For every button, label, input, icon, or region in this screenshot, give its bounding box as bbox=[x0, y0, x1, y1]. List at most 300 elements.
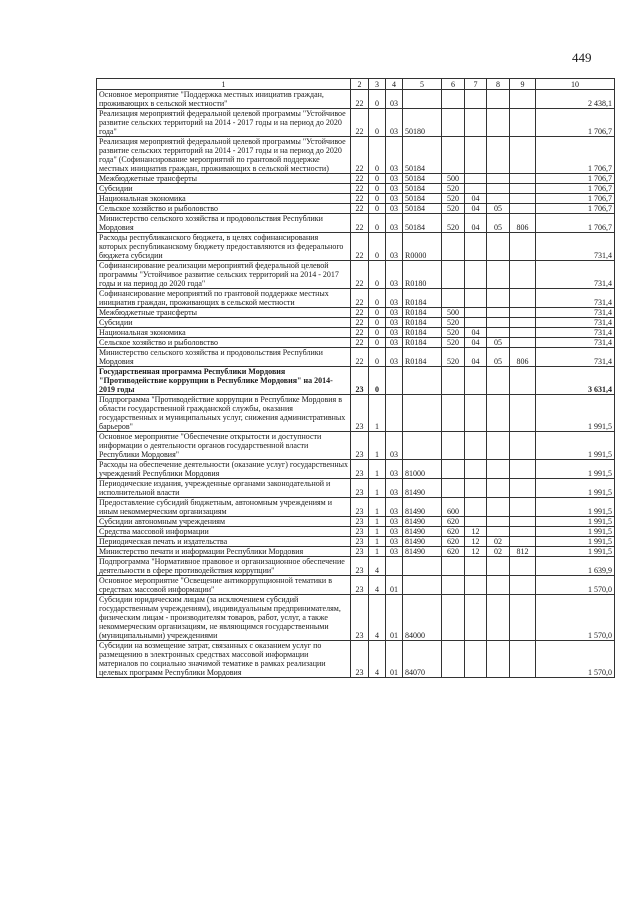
cell-c7: 12 bbox=[465, 527, 487, 537]
cell-c4: 03 bbox=[386, 338, 403, 348]
cell-name: Субсидии автономным учреждениям bbox=[97, 517, 351, 527]
cell-c9 bbox=[510, 338, 536, 348]
cell-c5: 50180 bbox=[403, 109, 442, 137]
cell-amount: 1 991,5 bbox=[536, 527, 615, 537]
cell-amount: 731,4 bbox=[536, 328, 615, 338]
cell-c5: 84070 bbox=[403, 641, 442, 678]
cell-c9 bbox=[510, 204, 536, 214]
cell-c8 bbox=[487, 90, 510, 109]
cell-c6: 520 bbox=[442, 338, 465, 348]
cell-c7: 04 bbox=[465, 348, 487, 367]
cell-c3: 0 bbox=[369, 204, 386, 214]
table-row bbox=[97, 367, 615, 395]
cell-c4: 03 bbox=[386, 547, 403, 557]
cell-c7 bbox=[465, 498, 487, 517]
cell-c3: 4 bbox=[369, 557, 386, 576]
cell-c4: 03 bbox=[386, 498, 403, 517]
cell-c2: 23 bbox=[351, 367, 369, 395]
cell-c9 bbox=[510, 537, 536, 547]
cell-c7 bbox=[465, 557, 487, 576]
cell-c4: 01 bbox=[386, 641, 403, 678]
cell-c3: 0 bbox=[369, 184, 386, 194]
cell-c3: 0 bbox=[369, 308, 386, 318]
cell-c4: 03 bbox=[386, 174, 403, 184]
cell-amount: 1 570,0 bbox=[536, 595, 615, 641]
cell-c7 bbox=[465, 233, 487, 261]
cell-c2: 23 bbox=[351, 641, 369, 678]
cell-c7 bbox=[465, 318, 487, 328]
cell-amount: 1 991,5 bbox=[536, 498, 615, 517]
cell-c4: 03 bbox=[386, 460, 403, 479]
cell-amount: 731,4 bbox=[536, 289, 615, 308]
cell-amount: 1 570,0 bbox=[536, 576, 615, 595]
cell-c6 bbox=[442, 137, 465, 174]
cell-c4: 03 bbox=[386, 109, 403, 137]
cell-c3: 0 bbox=[369, 194, 386, 204]
cell-name: Субсидии юридическим лицам (за исключением субсидий государственным учреждениям), индивидуальным предпринимателям, физическим лицам - производителям товаров, работ, услуг, а также некоммерческим организациям, не являющимся государственными (муниципальными) учреждениями bbox=[97, 595, 351, 641]
cell-c5 bbox=[403, 432, 442, 460]
cell-c2: 23 bbox=[351, 460, 369, 479]
cell-c4: 03 bbox=[386, 233, 403, 261]
table-row bbox=[97, 184, 615, 194]
cell-c9: 806 bbox=[510, 214, 536, 233]
cell-c8 bbox=[487, 498, 510, 517]
cell-c8 bbox=[487, 557, 510, 576]
cell-c3: 0 bbox=[369, 90, 386, 109]
cell-c7: 04 bbox=[465, 214, 487, 233]
cell-c6: 520 bbox=[442, 348, 465, 367]
cell-c5: R0184 bbox=[403, 289, 442, 308]
cell-c2: 23 bbox=[351, 479, 369, 498]
cell-c3: 1 bbox=[369, 547, 386, 557]
cell-c9 bbox=[510, 109, 536, 137]
table-row bbox=[97, 537, 615, 547]
cell-c6 bbox=[442, 432, 465, 460]
cell-c6: 520 bbox=[442, 214, 465, 233]
cell-c8: 02 bbox=[487, 547, 510, 557]
cell-c3: 1 bbox=[369, 537, 386, 547]
cell-c5: 81490 bbox=[403, 547, 442, 557]
cell-c6 bbox=[442, 557, 465, 576]
cell-c9 bbox=[510, 328, 536, 338]
header-col-7: 7 bbox=[465, 79, 487, 90]
cell-c9 bbox=[510, 174, 536, 184]
cell-c2: 23 bbox=[351, 595, 369, 641]
cell-c2: 22 bbox=[351, 233, 369, 261]
cell-c6 bbox=[442, 233, 465, 261]
cell-c9 bbox=[510, 595, 536, 641]
cell-c6 bbox=[442, 367, 465, 395]
table-row bbox=[97, 479, 615, 498]
cell-c7 bbox=[465, 137, 487, 174]
header-col-4: 4 bbox=[386, 79, 403, 90]
cell-c8 bbox=[487, 261, 510, 289]
cell-c3: 4 bbox=[369, 595, 386, 641]
cell-c5: R0184 bbox=[403, 338, 442, 348]
cell-c9 bbox=[510, 233, 536, 261]
table-row bbox=[97, 214, 615, 233]
cell-amount: 1 706,7 bbox=[536, 137, 615, 174]
cell-name: Софинансирование реализации мероприятий федеральной целевой программы "Устойчивое развитие сельских территорий на 2014 - 2017 годы и на период до 2020 года" bbox=[97, 261, 351, 289]
cell-c8 bbox=[487, 527, 510, 537]
cell-c6: 520 bbox=[442, 204, 465, 214]
cell-c9 bbox=[510, 395, 536, 432]
cell-c9 bbox=[510, 576, 536, 595]
table-row bbox=[97, 460, 615, 479]
cell-c2: 23 bbox=[351, 517, 369, 527]
cell-name: Расходы республиканского бюджета, в целях софинансирования которых республиканскому бюджету предоставляются из федерального бюджета субсидии bbox=[97, 233, 351, 261]
cell-c6 bbox=[442, 595, 465, 641]
cell-c8 bbox=[487, 595, 510, 641]
cell-c5: R0184 bbox=[403, 348, 442, 367]
cell-c4: 03 bbox=[386, 432, 403, 460]
table-row bbox=[97, 90, 615, 109]
cell-c5: 81490 bbox=[403, 479, 442, 498]
cell-amount: 1 991,5 bbox=[536, 547, 615, 557]
header-col-6: 6 bbox=[442, 79, 465, 90]
cell-c8 bbox=[487, 517, 510, 527]
cell-amount: 1 991,5 bbox=[536, 395, 615, 432]
header-col-8: 8 bbox=[487, 79, 510, 90]
cell-c6 bbox=[442, 109, 465, 137]
cell-c4: 03 bbox=[386, 184, 403, 194]
cell-c6 bbox=[442, 90, 465, 109]
cell-c8 bbox=[487, 233, 510, 261]
cell-c9 bbox=[510, 367, 536, 395]
cell-c2: 22 bbox=[351, 174, 369, 184]
cell-name: Подпрограмма "Противодействие коррупции в Республике Мордовия в области государственной гражданской службы, оказания государственных и муниципальных услуг, снижения административных барьеров" bbox=[97, 395, 351, 432]
header-col-2: 2 bbox=[351, 79, 369, 90]
cell-name: Софинансирование мероприятий по грантовой поддержке местных инициатив граждан, проживающих в сельской местности bbox=[97, 289, 351, 308]
cell-c7 bbox=[465, 576, 487, 595]
cell-name: Межбюджетные трансферты bbox=[97, 308, 351, 318]
cell-amount: 731,4 bbox=[536, 338, 615, 348]
cell-amount: 2 438,1 bbox=[536, 90, 615, 109]
table-row bbox=[97, 204, 615, 214]
cell-c6 bbox=[442, 479, 465, 498]
header-col-1: 1 bbox=[97, 79, 351, 90]
cell-c7 bbox=[465, 460, 487, 479]
table-body bbox=[97, 90, 615, 678]
cell-c9 bbox=[510, 194, 536, 204]
cell-c5: 50184 bbox=[403, 184, 442, 194]
cell-amount: 1 570,0 bbox=[536, 641, 615, 678]
header-col-5: 5 bbox=[403, 79, 442, 90]
cell-c6 bbox=[442, 289, 465, 308]
cell-c5: 81490 bbox=[403, 527, 442, 537]
cell-c2: 22 bbox=[351, 261, 369, 289]
cell-c4: 01 bbox=[386, 595, 403, 641]
cell-amount: 1 706,7 bbox=[536, 184, 615, 194]
cell-c8 bbox=[487, 641, 510, 678]
cell-c4: 03 bbox=[386, 318, 403, 328]
cell-c8 bbox=[487, 479, 510, 498]
cell-c5: 81490 bbox=[403, 537, 442, 547]
cell-c9 bbox=[510, 308, 536, 318]
cell-c6: 500 bbox=[442, 308, 465, 318]
cell-c7 bbox=[465, 517, 487, 527]
table-row bbox=[97, 318, 615, 328]
cell-c6 bbox=[442, 261, 465, 289]
cell-amount: 731,4 bbox=[536, 261, 615, 289]
cell-c3: 1 bbox=[369, 460, 386, 479]
table-row bbox=[97, 174, 615, 184]
cell-c3: 1 bbox=[369, 479, 386, 498]
cell-c4: 03 bbox=[386, 261, 403, 289]
cell-c8 bbox=[487, 194, 510, 204]
cell-c8 bbox=[487, 289, 510, 308]
cell-name: Периодические издания, учрежденные органами законодательной и исполнительной власти bbox=[97, 479, 351, 498]
cell-c3: 1 bbox=[369, 517, 386, 527]
cell-name: Сельское хозяйство и рыболовство bbox=[97, 204, 351, 214]
cell-c5 bbox=[403, 576, 442, 595]
table-row bbox=[97, 348, 615, 367]
cell-name: Реализация мероприятий федеральной целевой программы "Устойчивое развитие сельских территорий на 2014 - 2017 годы и на период до 2020 года" bbox=[97, 109, 351, 137]
cell-c5: R0184 bbox=[403, 308, 442, 318]
table-row bbox=[97, 595, 615, 641]
cell-c5: R0000 bbox=[403, 233, 442, 261]
cell-c7 bbox=[465, 395, 487, 432]
cell-c9 bbox=[510, 498, 536, 517]
cell-c3: 1 bbox=[369, 432, 386, 460]
cell-c3: 0 bbox=[369, 214, 386, 233]
page-number: 449 bbox=[572, 50, 592, 65]
cell-name: Субсидии bbox=[97, 318, 351, 328]
cell-c7 bbox=[465, 289, 487, 308]
cell-c7: 04 bbox=[465, 338, 487, 348]
cell-c7 bbox=[465, 184, 487, 194]
cell-c4: 03 bbox=[386, 527, 403, 537]
cell-amount: 1 706,7 bbox=[536, 194, 615, 204]
cell-amount: 1 991,5 bbox=[536, 537, 615, 547]
cell-c3: 1 bbox=[369, 527, 386, 537]
cell-c6: 520 bbox=[442, 318, 465, 328]
cell-c8 bbox=[487, 174, 510, 184]
cell-name: Межбюджетные трансферты bbox=[97, 174, 351, 184]
table-row bbox=[97, 289, 615, 308]
cell-c8 bbox=[487, 328, 510, 338]
cell-name: Подпрограмма "Нормативное правовое и организационное обеспечение деятельности в сфере противодействия коррупции" bbox=[97, 557, 351, 576]
cell-c7 bbox=[465, 308, 487, 318]
cell-c8: 05 bbox=[487, 348, 510, 367]
cell-c8: 02 bbox=[487, 537, 510, 547]
cell-c7 bbox=[465, 479, 487, 498]
cell-c7: 12 bbox=[465, 537, 487, 547]
table-header-row bbox=[97, 79, 615, 90]
cell-amount: 1 706,7 bbox=[536, 109, 615, 137]
cell-c7: 04 bbox=[465, 328, 487, 338]
cell-c6: 620 bbox=[442, 517, 465, 527]
cell-c7: 12 bbox=[465, 547, 487, 557]
cell-c4: 03 bbox=[386, 137, 403, 174]
cell-c5: R0184 bbox=[403, 328, 442, 338]
cell-c2: 22 bbox=[351, 137, 369, 174]
cell-c9: 812 bbox=[510, 547, 536, 557]
cell-c9 bbox=[510, 261, 536, 289]
cell-c6: 620 bbox=[442, 547, 465, 557]
cell-c5: 50184 bbox=[403, 174, 442, 184]
cell-c5 bbox=[403, 557, 442, 576]
cell-c5: 50184 bbox=[403, 137, 442, 174]
cell-c2: 22 bbox=[351, 338, 369, 348]
cell-c7: 04 bbox=[465, 204, 487, 214]
table-row bbox=[97, 641, 615, 678]
table-row bbox=[97, 527, 615, 537]
cell-amount: 1 639,9 bbox=[536, 557, 615, 576]
cell-name: Министерство печати и информации Республики Мордовия bbox=[97, 547, 351, 557]
cell-name: Предоставление субсидий бюджетным, автономным учреждениям и иным некоммерческим организациям bbox=[97, 498, 351, 517]
cell-c9: 806 bbox=[510, 348, 536, 367]
cell-amount: 1 991,5 bbox=[536, 460, 615, 479]
cell-c2: 23 bbox=[351, 576, 369, 595]
cell-c5: 50184 bbox=[403, 194, 442, 204]
cell-c8: 05 bbox=[487, 338, 510, 348]
cell-c3: 0 bbox=[369, 338, 386, 348]
cell-c2: 23 bbox=[351, 537, 369, 547]
cell-amount: 731,4 bbox=[536, 308, 615, 318]
table-row bbox=[97, 194, 615, 204]
cell-c6 bbox=[442, 576, 465, 595]
cell-name: Периодическая печать и издательства bbox=[97, 537, 351, 547]
cell-c5: 50184 bbox=[403, 214, 442, 233]
table-row bbox=[97, 547, 615, 557]
cell-c2: 23 bbox=[351, 498, 369, 517]
table-row bbox=[97, 261, 615, 289]
cell-c5 bbox=[403, 395, 442, 432]
cell-c8: 05 bbox=[487, 214, 510, 233]
cell-c2: 22 bbox=[351, 214, 369, 233]
cell-c7 bbox=[465, 109, 487, 137]
cell-c4: 03 bbox=[386, 328, 403, 338]
cell-c9 bbox=[510, 318, 536, 328]
cell-name: Сельское хозяйство и рыболовство bbox=[97, 338, 351, 348]
cell-c6: 620 bbox=[442, 537, 465, 547]
cell-c2: 22 bbox=[351, 318, 369, 328]
cell-name: Государственная программа Республики Мордовия "Противодействие коррупции в Республике Мордовия" на 2014-2019 годы bbox=[97, 367, 351, 395]
cell-name: Основное мероприятие "Освещение антикоррупционной тематики в средствах массовой информации" bbox=[97, 576, 351, 595]
cell-c3: 0 bbox=[369, 318, 386, 328]
cell-name: Субсидии на возмещение затрат, связанных с оказанием услуг по размещению в электронных средствах массовой информации материалов по социально значимой тематике в рамках реализации целевых программ Республики Мордовия bbox=[97, 641, 351, 678]
cell-c6: 520 bbox=[442, 328, 465, 338]
header-col-9: 9 bbox=[510, 79, 536, 90]
cell-c5: 81000 bbox=[403, 460, 442, 479]
table-row bbox=[97, 517, 615, 527]
cell-c9 bbox=[510, 527, 536, 537]
cell-name: Реализация мероприятий федеральной целевой программы "Устойчивое развитие сельских территорий на 2014 - 2017 годы и на период до 2020 года" (Софинансирование мероприятий по грантовой поддержке местных инициатив граждан, проживающих в сельской местности) bbox=[97, 137, 351, 174]
cell-c9 bbox=[510, 137, 536, 174]
cell-c3: 0 bbox=[369, 367, 386, 395]
cell-amount: 1 991,5 bbox=[536, 479, 615, 498]
cell-c6: 520 bbox=[442, 194, 465, 204]
budget-table bbox=[96, 78, 615, 678]
cell-c3: 1 bbox=[369, 498, 386, 517]
cell-c2: 22 bbox=[351, 184, 369, 194]
cell-c3: 0 bbox=[369, 174, 386, 184]
cell-c4 bbox=[386, 395, 403, 432]
cell-c5: R0180 bbox=[403, 261, 442, 289]
cell-c3: 0 bbox=[369, 328, 386, 338]
cell-amount: 1 706,7 bbox=[536, 214, 615, 233]
cell-c2: 22 bbox=[351, 204, 369, 214]
cell-c6 bbox=[442, 460, 465, 479]
cell-c4: 01 bbox=[386, 576, 403, 595]
cell-c3: 1 bbox=[369, 395, 386, 432]
cell-c3: 0 bbox=[369, 289, 386, 308]
cell-c2: 22 bbox=[351, 348, 369, 367]
cell-name: Расходы на обеспечение деятельности (оказание услуг) государственных учреждений Республики Мордовия bbox=[97, 460, 351, 479]
cell-c9 bbox=[510, 460, 536, 479]
cell-c7 bbox=[465, 641, 487, 678]
cell-amount: 1 706,7 bbox=[536, 204, 615, 214]
cell-c2: 22 bbox=[351, 328, 369, 338]
cell-c9 bbox=[510, 557, 536, 576]
cell-c9 bbox=[510, 90, 536, 109]
cell-c5: R0184 bbox=[403, 318, 442, 328]
cell-c5 bbox=[403, 367, 442, 395]
cell-c6 bbox=[442, 641, 465, 678]
cell-c5: 81490 bbox=[403, 517, 442, 527]
cell-c4 bbox=[386, 557, 403, 576]
cell-c6: 620 bbox=[442, 527, 465, 537]
cell-c3: 0 bbox=[369, 109, 386, 137]
cell-c7 bbox=[465, 90, 487, 109]
cell-c2: 22 bbox=[351, 109, 369, 137]
cell-c2: 23 bbox=[351, 527, 369, 537]
cell-c8 bbox=[487, 109, 510, 137]
cell-c9 bbox=[510, 289, 536, 308]
cell-name: Национальная экономика bbox=[97, 194, 351, 204]
table-row bbox=[97, 308, 615, 318]
cell-c2: 23 bbox=[351, 395, 369, 432]
cell-c9 bbox=[510, 479, 536, 498]
cell-amount: 1 991,5 bbox=[536, 517, 615, 527]
cell-c8: 05 bbox=[487, 204, 510, 214]
table-row bbox=[97, 432, 615, 460]
cell-c3: 4 bbox=[369, 641, 386, 678]
cell-c9 bbox=[510, 432, 536, 460]
cell-name: Национальная экономика bbox=[97, 328, 351, 338]
table-row bbox=[97, 233, 615, 261]
cell-c4 bbox=[386, 367, 403, 395]
cell-c7 bbox=[465, 432, 487, 460]
cell-c4: 03 bbox=[386, 214, 403, 233]
cell-c4: 03 bbox=[386, 194, 403, 204]
cell-name: Средства массовой информации bbox=[97, 527, 351, 537]
header-col-10: 10 bbox=[536, 79, 615, 90]
cell-c2: 23 bbox=[351, 557, 369, 576]
cell-c4: 03 bbox=[386, 479, 403, 498]
cell-c8 bbox=[487, 576, 510, 595]
cell-c4: 03 bbox=[386, 289, 403, 308]
cell-c6 bbox=[442, 395, 465, 432]
cell-c3: 4 bbox=[369, 576, 386, 595]
cell-name: Основное мероприятие "Поддержка местных инициатив граждан, проживающих в сельской местности" bbox=[97, 90, 351, 109]
cell-amount: 1 706,7 bbox=[536, 174, 615, 184]
table-row bbox=[97, 395, 615, 432]
cell-c8 bbox=[487, 460, 510, 479]
cell-c2: 22 bbox=[351, 289, 369, 308]
cell-c2: 23 bbox=[351, 547, 369, 557]
table-row bbox=[97, 328, 615, 338]
cell-c8 bbox=[487, 184, 510, 194]
table-row bbox=[97, 576, 615, 595]
cell-name: Министерство сельского хозяйства и продовольствия Республики Мордовия bbox=[97, 214, 351, 233]
cell-name: Основное мероприятие "Обеспечение открытости и доступности информации о деятельности органов государственной власти Республики Мордовия" bbox=[97, 432, 351, 460]
table-row bbox=[97, 109, 615, 137]
cell-c4: 03 bbox=[386, 348, 403, 367]
cell-amount: 731,4 bbox=[536, 318, 615, 328]
cell-c6: 600 bbox=[442, 498, 465, 517]
